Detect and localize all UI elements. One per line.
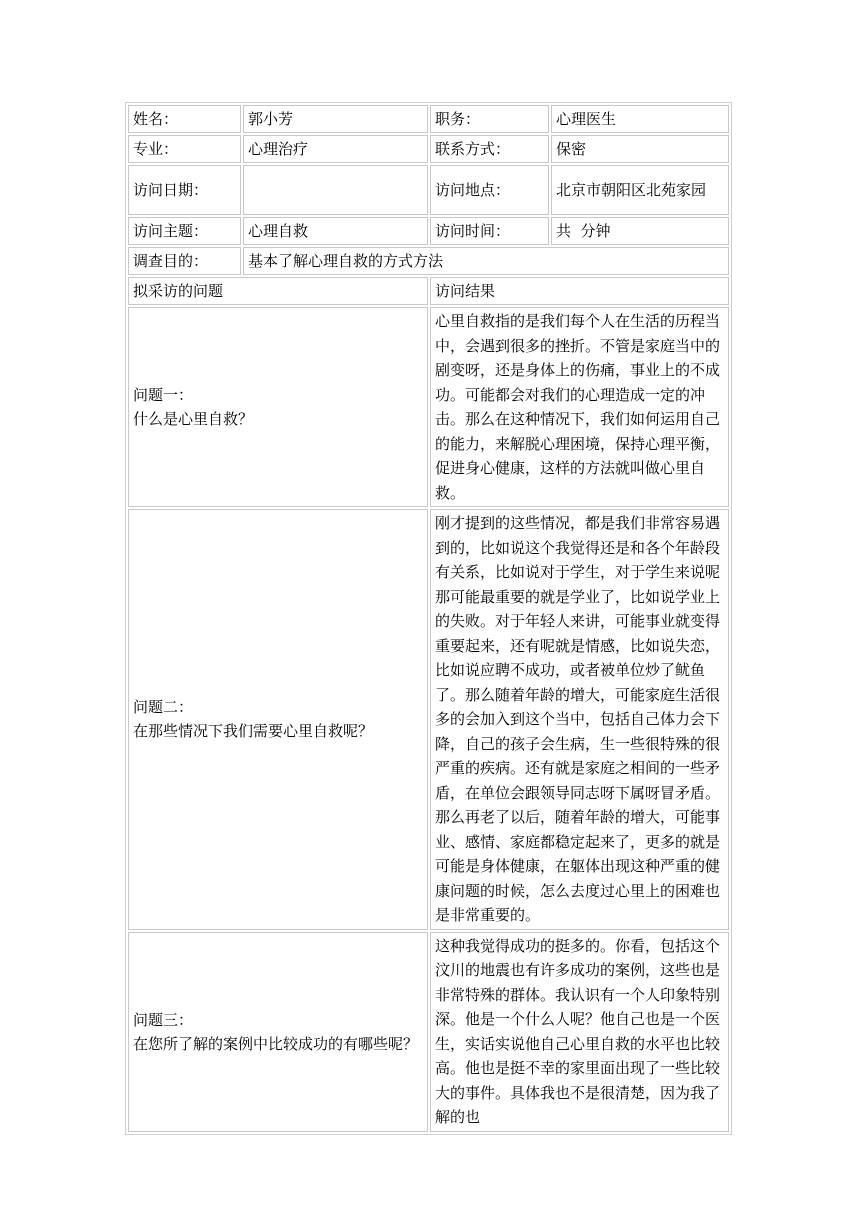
name-value: 郭小芳	[243, 105, 428, 133]
major-value: 心理治疗	[243, 135, 428, 163]
time-value: 共 分钟	[551, 217, 729, 245]
date-label: 访问日期：	[128, 165, 241, 215]
row-header	[128, 277, 729, 305]
position-label: 职务：	[430, 105, 549, 133]
row-name	[128, 105, 729, 133]
purpose-value: 基本了解心理自救的方式方法	[243, 247, 729, 275]
position-value: 心理医生	[551, 105, 729, 133]
interview-table	[126, 103, 731, 1134]
row-purpose	[128, 247, 729, 275]
date-value	[243, 165, 428, 215]
interview-form	[125, 102, 732, 1135]
topic-label: 访问主题：	[128, 217, 241, 245]
question-cell	[128, 509, 428, 930]
question-cell	[128, 932, 428, 1132]
row-topic	[128, 217, 729, 245]
question-text: 在那些情况下我们需要心里自救呢？	[133, 722, 374, 741]
question-title: 问题一：	[133, 386, 194, 404]
contact-value: 保密	[551, 135, 729, 163]
question-text: 在您所了解的案例中比较成功的有哪些呢？	[133, 1034, 419, 1053]
major-label: 专业：	[128, 135, 241, 163]
place-value: 北京市朝阳区北苑家园	[551, 165, 729, 215]
topic-value: 心理自救	[243, 217, 428, 245]
question-column-header: 拟采访的问题	[128, 277, 428, 305]
name-label: 姓名：	[128, 105, 241, 133]
place-label: 访问地点：	[430, 165, 549, 215]
answer-cell: 刚才提到的这些情况，都是我们非常容易遇到的，比如说这个我觉得还是和各个年龄段有关系，比如说对于学生，对于学生来说呢那可能最重要的就是学业了，比如说学业上的失败。对于年轻人来讲，可能事业就变得重要起来，还有呢就是情感，比如说失恋，比如说应聘不成功，或者被单位炒了鱿鱼了。那么随着年龄的增大，可能家庭生活很多的会加入到这个当中，包括自己体力会下降，自己的孩子会生病，生一些很特殊的很严重的疾病。还有就是家庭之相间的一些矛盾，在单位会跟领导同志呀下属呀冒矛盾。那么再老了以后，随着年龄的增大，可能事业、感情、家庭都稳定起来了，更多的就是可能是身体健康，在躯体出现这种严重的健康问题的时候，怎么去度过心里上的困难也是非常重要的。	[430, 509, 729, 930]
time-label: 访问时间：	[430, 217, 549, 245]
result-column-header: 访问结果	[430, 277, 729, 305]
question-text: 什么是心里自救？	[133, 410, 254, 428]
contact-label: 联系方式：	[430, 135, 549, 163]
question-title: 问题三：	[133, 1010, 194, 1029]
answer-cell: 心里自救指的是我们每个人在生活的历程当中，会遇到很多的挫折。不管是家庭当中的剧变呀，还是身体上的伤痛，事业上的不成功。可能都会对我们的心理造成一定的冲击。那么在这种情况下，我们如何运用自己的能力，来解脱心理困境，保持心理平衡，促进身心健康，这样的方法就叫做心里自救。	[430, 307, 729, 507]
row-date	[128, 165, 729, 215]
question-row-1	[128, 307, 729, 507]
question-row-2	[128, 509, 729, 930]
question-title: 问题二：	[133, 698, 194, 717]
question-cell	[128, 307, 428, 507]
answer-cell: 这种我觉得成功的挺多的。你看，包括这个汶川的地震也有许多成功的案例，这些也是非常特殊的群体。我认识有一个人印象特别深。他是一个什么人呢？他自己也是一个医生，实话实说他自己心里自救的水平也比较高。他也是挺不幸的家里面出现了一些比较大的事件。具体我也不是很清楚，因为我了解的也	[430, 932, 729, 1132]
question-row-3	[128, 932, 729, 1132]
purpose-label: 调查目的：	[128, 247, 241, 275]
row-major	[128, 135, 729, 163]
